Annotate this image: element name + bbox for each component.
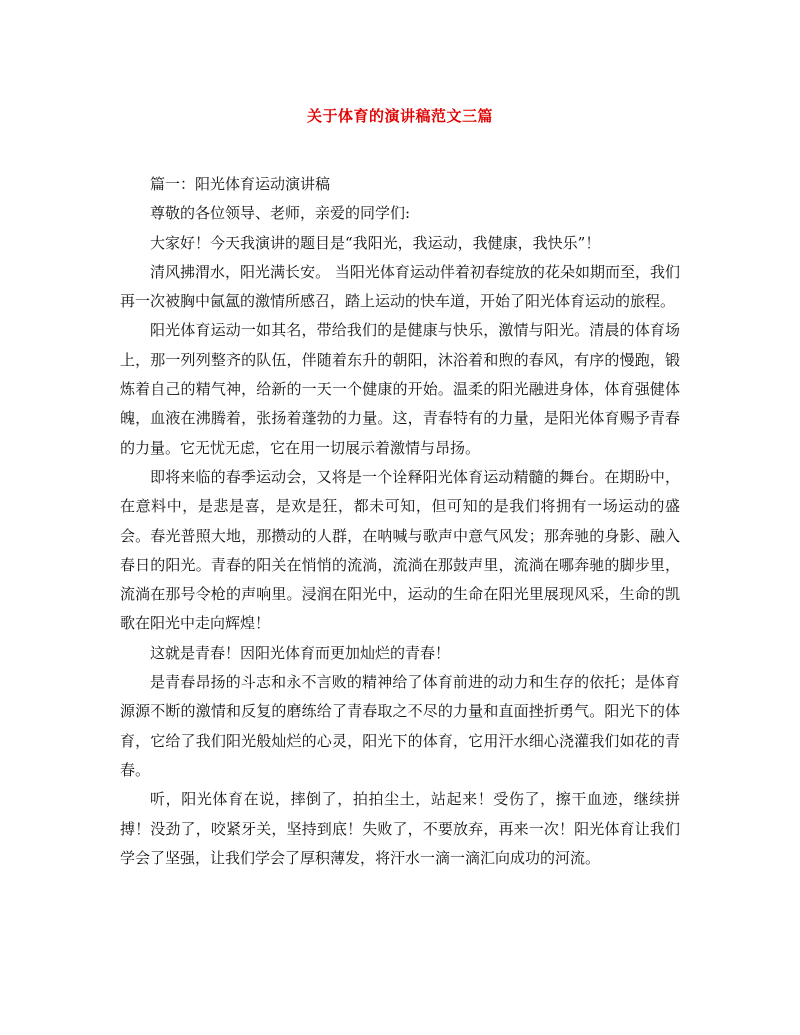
paragraph: 这就是青春！因阳光体育而更加灿烂的青春！ <box>150 643 451 662</box>
section-heading: 篇一：阳光体育运动演讲稿 <box>150 175 331 193</box>
paragraph: 清风拂渭水，阳光满长安。 当阳光体育运动伴着初春绽放的花朵如期而至，我们再一次被胸中氤氲的激情所感召，踏上运动的快车道，开始了阳光体育运动的旅程。 <box>120 262 680 311</box>
salutation: 尊敬的各位领导、老师，亲爱的同学们: <box>150 204 411 223</box>
paragraph: 是青春昂扬的斗志和永不言败的精神给了体育前进的动力和生存的依托；是体育源源不断的激情和反复的磨练给了青春取之不尽的力量和直面挫折勇气。阳光下的体育，它给了我们阳光般灿烂的心灵，阳光下的体育，它用汗水细心浇灌我们如花的青春。 <box>120 673 680 779</box>
paragraph: 即将来临的春季运动会，又将是一个诠释阳光体育运动精髓的舞台。在期盼中，在意料中，是悲是喜，是欢是狂，都未可知，但可知的是我们将拥有一场运动的盛会。春光普照大地，那攒动的人群，在呐喊与歌声中意气风发；那奔驰的身影、融入春日的阳光。青春的阳关在悄悄的流淌，流淌在那鼓声里，流淌在哪奔驰的脚步里，流淌在那号令枪的声响里。浸润在阳光中，运动的生命在阳光里展现风采，生命的凯歌在阳光中走向辉煌！ <box>120 467 680 633</box>
paragraph: 阳光体育运动一如其名，带给我们的是健康与快乐，激情与阳光。清晨的体育场上，那一列列整齐的队伍，伴随着东升的朝阳，沐浴着和煦的春风，有序的慢跑，锻炼着自己的精气神，给新的一天一个健康的开始。温柔的阳光融进身体，体育强健体魄，血液在沸腾着，张扬着蓬勃的力量。这，青春特有的力量，是阳光体育赐予青春的力量。它无忧无虑，它在用一切展示着激情与昂扬。 <box>120 321 680 457</box>
paragraph: 听，阳光体育在说，摔倒了，拍拍尘土，站起来！受伤了，擦干血迹，继续拼搏！没劲了，咬紧牙关，坚持到底！失败了，不要放弃，再来一次！阳光体育让我们学会了坚强，让我们学会了厚积薄发，将汗水一滴一滴汇向成功的河流。 <box>120 790 680 867</box>
document-title: 关于体育的演讲稿范文三篇 <box>306 107 493 125</box>
paragraph: 大家好！今天我演讲的题目是“我阳光，我运动，我健康，我快乐”！ <box>150 233 601 252</box>
document-body <box>120 170 680 873</box>
